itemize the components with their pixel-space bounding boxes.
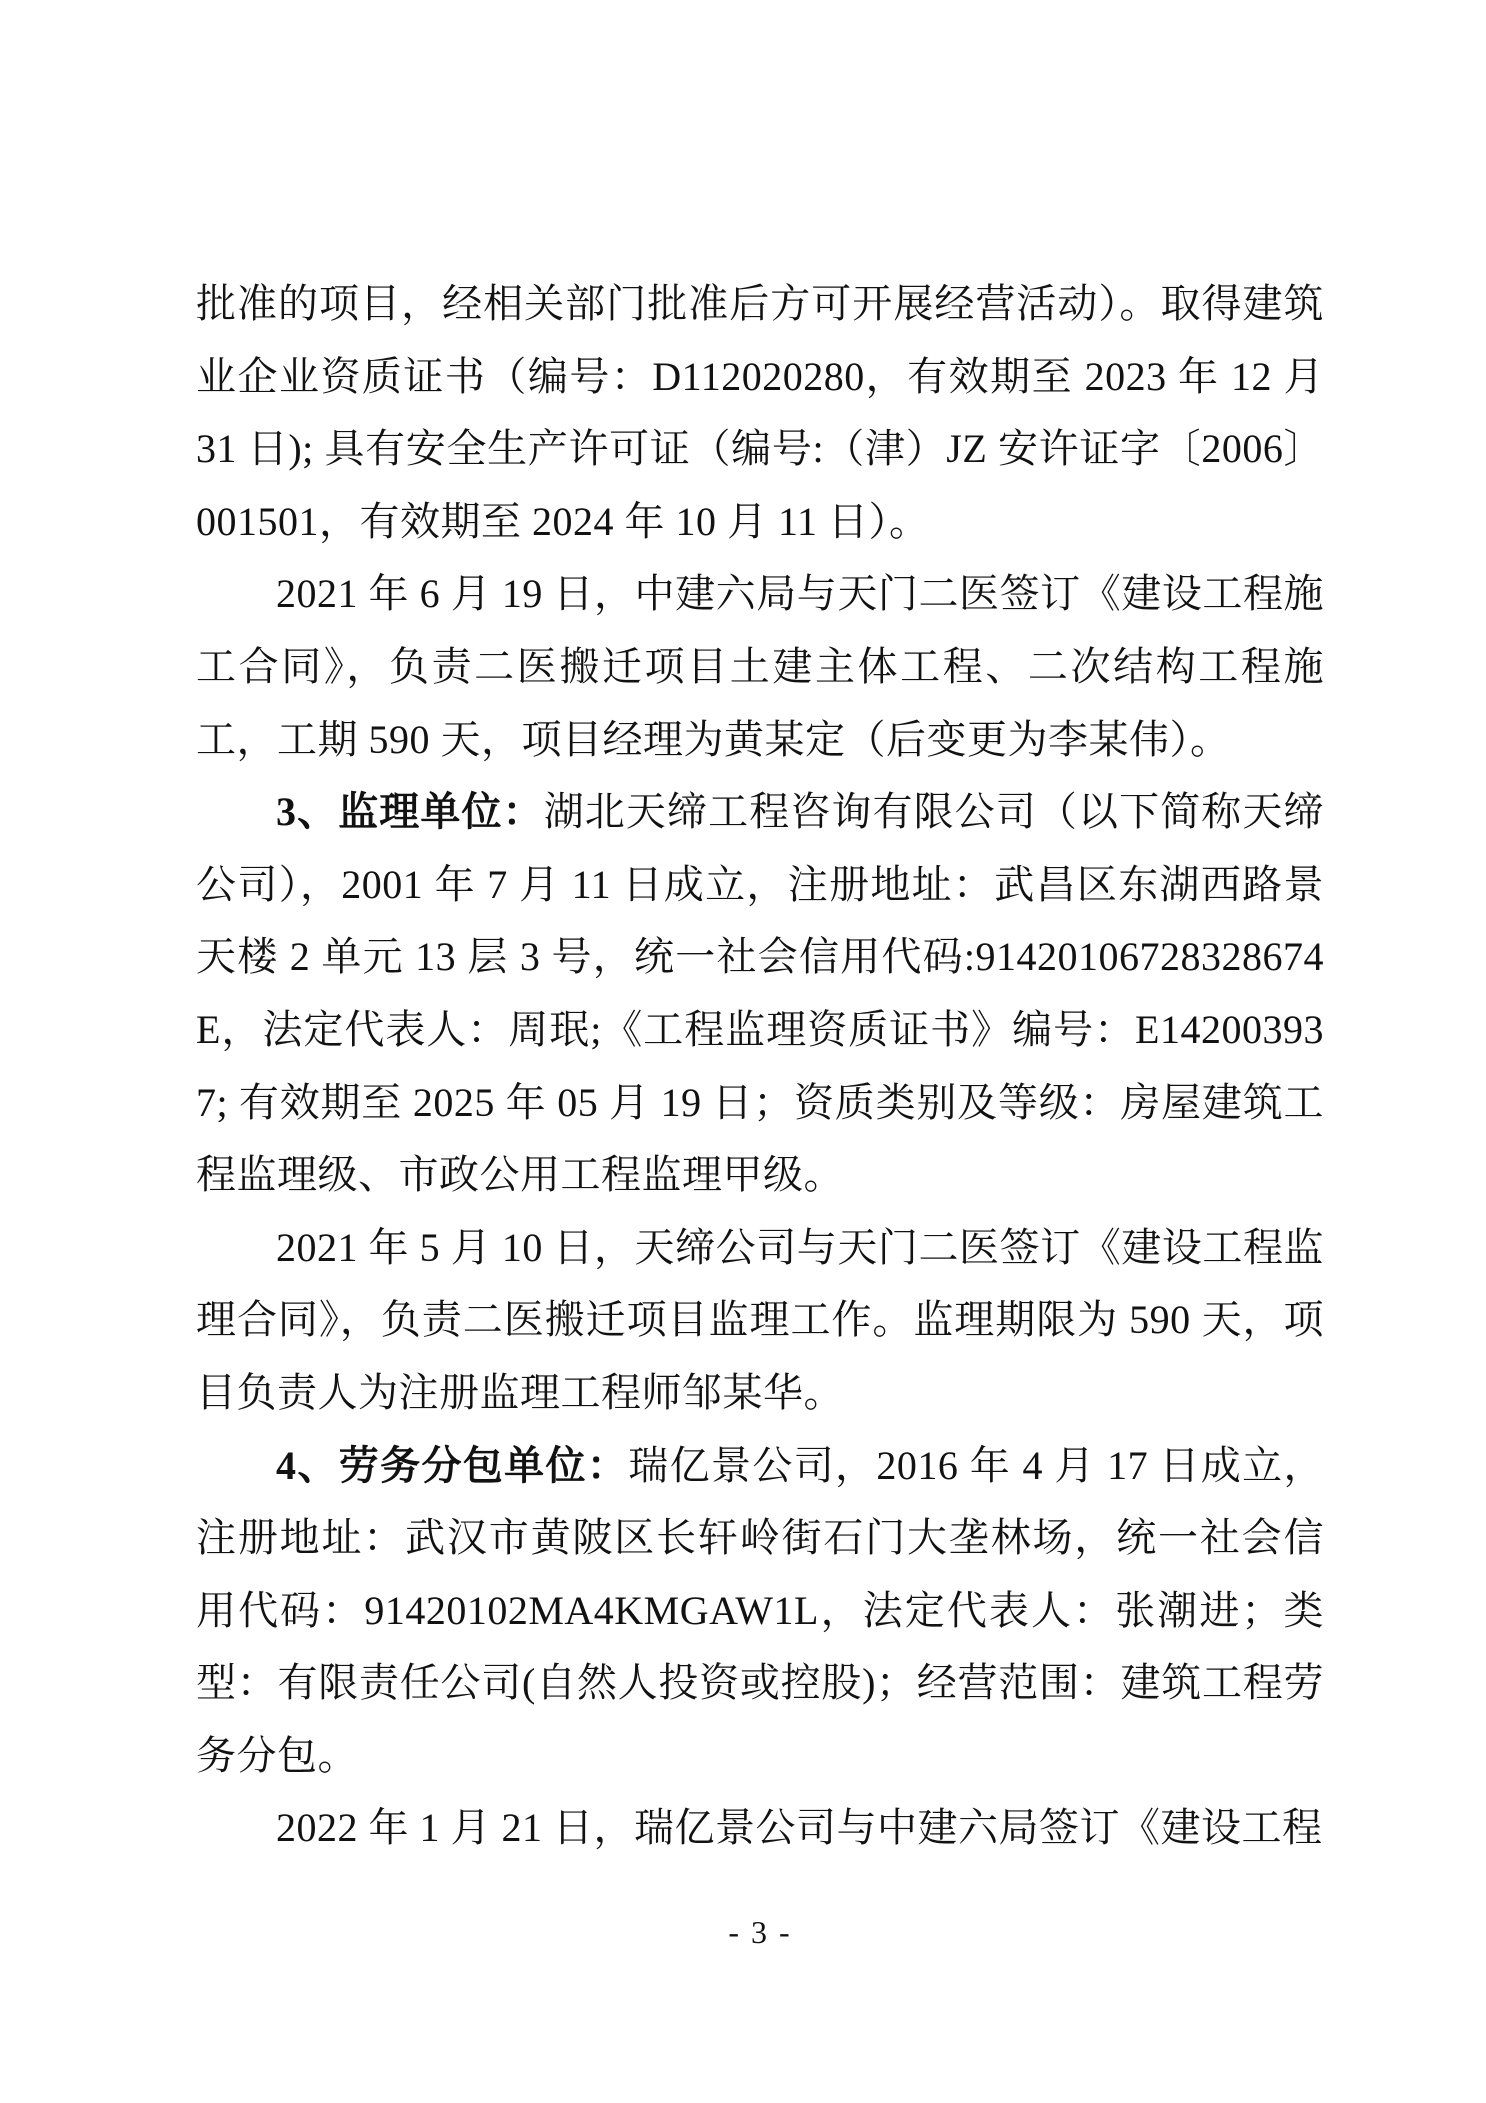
paragraph	[196, 1792, 1324, 1865]
paragraph	[196, 1430, 1324, 1793]
paragraph	[196, 776, 1324, 1212]
paragraph	[196, 268, 1324, 558]
paragraph	[196, 558, 1324, 776]
paragraph	[196, 1212, 1324, 1430]
paragraph-text: 2021 年 6 月 19 日，中建六局与天门二医签订《建设工程施工合同》，负责二医搬迁项目土建主体工程、二次结构工程施工，工期 590 天，项目经理为黄某定（后变更为李某伟）。	[196, 571, 1324, 762]
document-body	[196, 268, 1324, 1865]
section-heading: 4、劳务分包单位：	[276, 1442, 629, 1488]
paragraph-text: 2021 年 5 月 10 日，天缔公司与天门二医签订《建设工程监理合同》，负责二医搬迁项目监理工作。监理期限为 590 天，项目负责人为注册监理工程师邹某华。	[196, 1224, 1324, 1415]
section-heading: 3、监理单位：	[276, 789, 544, 835]
page-number: - 3 -	[728, 1914, 792, 1950]
paragraph-text: 批准的项目，经相关部门批准后方可开展经营活动）。取得建筑业企业资质证书（编号：D112020280，有效期至 2023 年 12 月 31 日); 具有安全生产许可证（编号:（津）JZ 安许证字〔2006〕001501，有效期至 2024 年 10 月 11 日）。	[196, 281, 1324, 544]
paragraph-text: 2022 年 1 月 21 日，瑞亿景公司与中建六局签订《建设工程	[276, 1805, 1323, 1851]
paragraph-text: 湖北天缔工程咨询有限公司（以下简称天缔公司），2001 年 7 月 11 日成立，注册地址：武昌区东湖西路景天楼 2 单元 13 层 3 号，统一社会信用代码:91420106728328674E，法定代表人：周珉;《工程监理资质证书》编号：E142003937; 有效期至 2025 年 05 月 19 日；资质类别及等级：房屋建筑工程监理级、市政公用工程监理甲级。	[196, 789, 1325, 1198]
paragraph-text: 瑞亿景公司，2016 年 4 月 17 日成立，注册地址：武汉市黄陂区长轩岭街石门大垄林场，统一社会信用代码：91420102MA4KMGAW1L，法定代表人：张潮进；类型：有限责任公司(自然人投资或控股)；经营范围：建筑工程劳务分包。	[196, 1442, 1325, 1778]
